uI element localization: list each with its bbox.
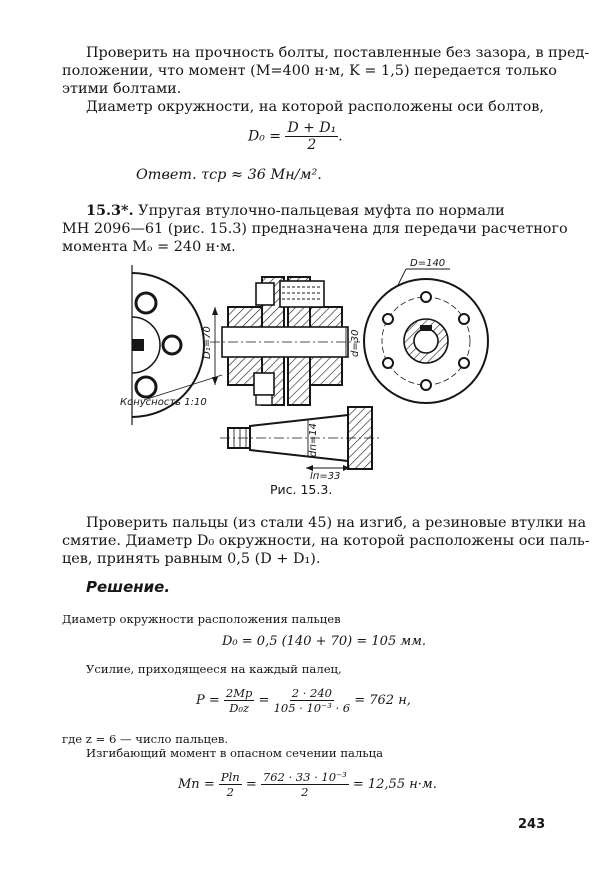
label-lp: lп=33 (310, 471, 341, 482)
fraction-denominator: 2 (301, 785, 309, 799)
fraction-numerator: 2 · 240 (291, 686, 332, 700)
label-d1: D₁=70 (202, 326, 213, 359)
answer-label: Ответ. (136, 167, 197, 183)
text-line: Диаметр окружности, на которой расположены оси болтов, (86, 99, 544, 115)
formula-equals: = (258, 693, 270, 708)
text-line: Усилие, приходящееся на каждый палец, (86, 662, 342, 676)
formula-moment (178, 770, 437, 799)
text-line: положении, что момент (M=400 н·м, K = 1,5) передается только (62, 63, 557, 79)
formula-equals: = (245, 777, 257, 792)
formula-d0-calc: D₀ = 0,5 (140 + 70) = 105 мм. (222, 634, 427, 649)
fraction-numerator: Plп (220, 770, 240, 784)
formula-lhs: P = (196, 693, 220, 708)
pin-detail-view (220, 407, 382, 482)
fraction (274, 686, 351, 715)
formula-tail: = 12,55 н·м. (352, 777, 437, 792)
solution-heading: Решение. (86, 578, 171, 596)
fraction-denominator: 105 · 10⁻³ · 6 (273, 701, 351, 715)
figure-caption: Рис. 15.3. (270, 482, 333, 497)
problem-number: 15.3*. (86, 202, 134, 219)
fraction-numerator: D + D₁ (287, 120, 337, 136)
text-line: Проверить пальцы (из стали 45) на изгиб, а резиновые втулки на (86, 515, 587, 531)
label-dp: dп=14 (308, 423, 319, 457)
text-line: МН 2096—61 (рис. 15.3) предназначена для передачи расчетного (62, 221, 568, 237)
text-line: этими болтами. (62, 81, 182, 97)
label-taper: Конусность 1:10 (120, 397, 207, 408)
formula-tail: . (338, 128, 343, 145)
formula-force (196, 686, 411, 715)
text-line: цев, принять равным 0,5 (D + D₁). (62, 551, 321, 567)
fraction-denominator: 2 (226, 785, 234, 799)
formula-d0 (248, 120, 343, 153)
text-line: смятие. Диаметр D₀ окружности, на которой расположены оси паль- (62, 533, 590, 549)
page-number: 243 (518, 817, 546, 832)
text-line: Изгибающий момент в опасном сечении пальца (86, 746, 384, 760)
formula-lhs: D₀ = (248, 128, 282, 145)
right-end-view (364, 258, 488, 403)
label-d140: D=140 (410, 258, 446, 269)
answer-line (136, 166, 322, 184)
fraction (261, 770, 349, 799)
fraction-numerator: 762 · 33 · 10⁻³ (262, 770, 347, 784)
formula-lhs: Mп = (178, 777, 215, 792)
answer-text: τср ≈ 36 Мн/м². (201, 167, 322, 183)
text-line: Диаметр окружности расположения пальцев (62, 612, 341, 626)
fraction-denominator: 2 (307, 137, 317, 153)
fraction-numerator: 2Mр (225, 686, 253, 700)
problem-first-line (86, 202, 505, 220)
fraction (224, 686, 254, 715)
fraction (285, 120, 338, 153)
formula-tail: = 762 н, (354, 693, 411, 708)
fraction (219, 770, 242, 799)
problem-text: Упругая втулочно-пальцевая муфта по нормали (138, 203, 505, 219)
text-line: где z = 6 — число пальцев. (62, 732, 229, 746)
fraction-denominator: D₀z (229, 701, 250, 715)
figure-coupling-drawing (110, 255, 490, 490)
text-line: момента Mₒ = 240 н·м. (62, 239, 236, 255)
label-d30: d=30 (350, 329, 361, 357)
text-line: Проверить на прочность болты, поставленные без зазора, в пред- (86, 45, 590, 61)
